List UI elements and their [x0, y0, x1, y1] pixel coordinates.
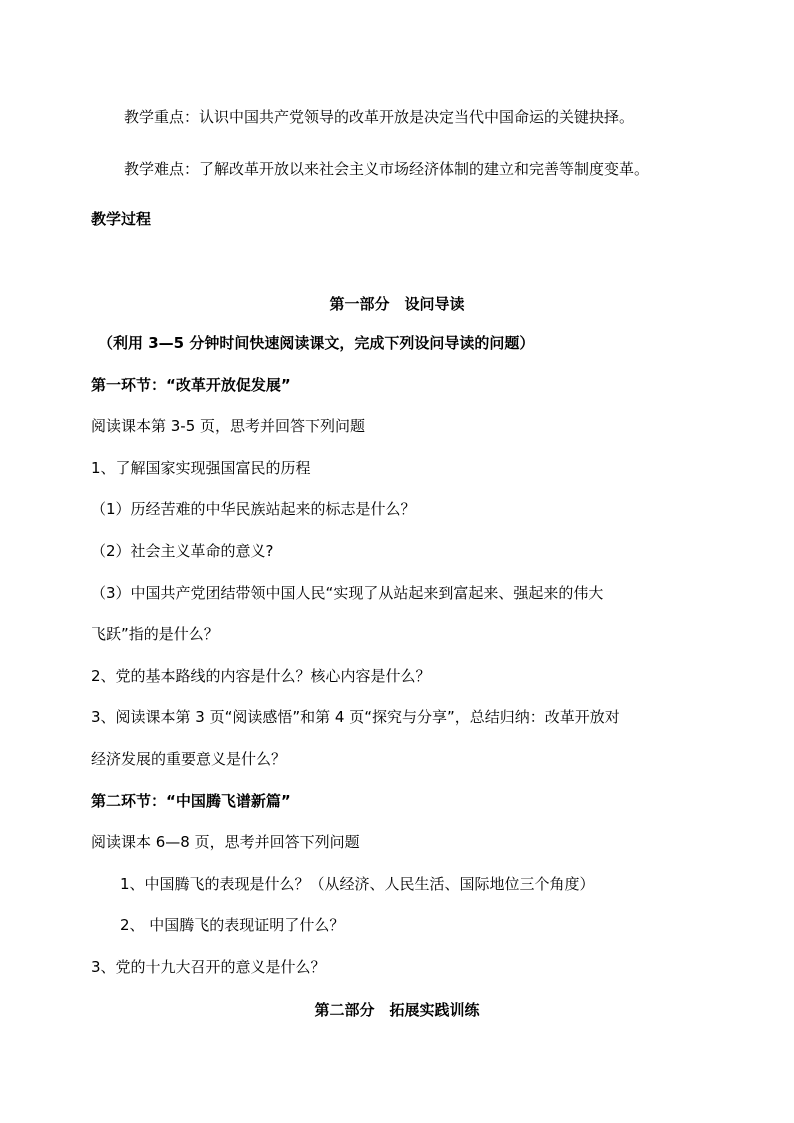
part1-instruction: （利用 3—5 分钟时间快速阅读课文，完成下列设问导读的问题）: [98, 334, 535, 352]
section1-question-1: 1、了解国家实现强国富民的历程: [91, 459, 311, 477]
section2-question-1: 1、中国腾飞的表现是什么？（从经济、人民生活、国际地位三个角度）: [120, 875, 595, 893]
process-heading: 教学过程: [91, 210, 152, 228]
section1-question-1-1: （1）历经苦难的中华民族站起来的标志是什么？: [91, 500, 416, 518]
section2-question-3: 3、党的十九大召开的意义是什么？: [91, 958, 326, 976]
section1-question-2: 2、党的基本路线的内容是什么？核心内容是什么？: [91, 667, 431, 685]
section1-question-3-line2: 经济发展的重要意义是什么？: [91, 750, 287, 768]
section1-title: 第一环节：“改革开放促发展”: [91, 376, 291, 394]
part2-title: 第二部分 拓展实践训练: [314, 1001, 480, 1019]
section1-question-1-3-line2: 飞跃”指的是什么？: [91, 625, 219, 643]
section2-intro: 阅读课本 6—8 页，思考并回答下列问题: [91, 833, 360, 851]
section1-question-1-3-line1: （3）中国共产党团结带领中国人民“实现了从站起来到富起来、强起来的伟大: [91, 584, 604, 602]
difficult-point-text: 教学难点：了解改革开放以来社会主义市场经济体制的建立和完善等制度变革。: [124, 160, 650, 178]
section1-question-1-2: （2）社会主义革命的意义?: [91, 542, 274, 560]
section1-intro: 阅读课本第 3-5 页，思考并回答下列问题: [91, 417, 366, 435]
key-point-text: 教学重点：认识中国共产党领导的改革开放是决定当代中国命运的关键抉择。: [124, 108, 635, 126]
section2-question-2: 2、 中国腾飞的表现证明了什么？: [120, 916, 345, 934]
part1-title: 第一部分 设问导读: [329, 295, 465, 313]
section1-question-3-line1: 3、阅读课本第 3 页“阅读感悟”和第 4 页“探究与分享”，总结归纳：改革开放对: [91, 708, 620, 726]
section2-title: 第二环节：“中国腾飞谱新篇”: [91, 792, 291, 810]
